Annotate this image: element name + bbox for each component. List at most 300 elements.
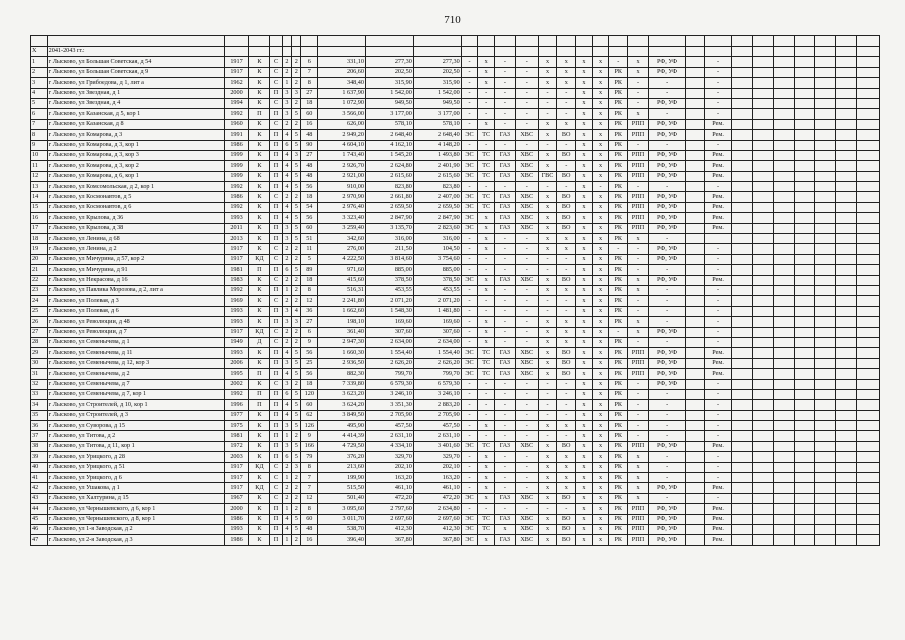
address-cell: г Лысково, ул Ленина, д 68 (47, 234, 224, 244)
table-cell: 2 (292, 493, 301, 503)
table-cell (794, 493, 815, 503)
table-cell: - (648, 452, 685, 462)
table-cell: 23 (31, 285, 48, 295)
table-cell: - (538, 389, 557, 399)
table-cell (856, 244, 879, 254)
table-cell (815, 306, 836, 316)
table-cell (686, 379, 705, 389)
table-cell: 329,70 (413, 452, 461, 462)
table-cell (773, 88, 794, 98)
table-cell: - (557, 400, 576, 410)
table-cell (686, 358, 705, 368)
table-cell (856, 285, 879, 295)
table-cell: ЭС (461, 130, 478, 140)
table-cell: 3 135,70 (365, 223, 413, 233)
table-cell: - (515, 327, 538, 337)
table-cell: 5 (292, 369, 301, 379)
table-cell (836, 400, 857, 410)
address-cell: г Лысково, ул Титова, д 2 (47, 431, 224, 441)
table-row (31, 483, 880, 493)
table-cell (815, 441, 836, 451)
table-cell: 2 626,20 (365, 358, 413, 368)
table-cell (794, 535, 815, 545)
table-cell (856, 296, 879, 306)
table-cell: - (557, 504, 576, 514)
table-cell: 376,20 (318, 452, 366, 462)
table-cell: 21 (31, 265, 48, 275)
table-cell (732, 504, 753, 514)
table-cell (773, 119, 794, 129)
table-cell (752, 452, 773, 462)
table-cell: х (478, 327, 495, 337)
table-cell: х (592, 535, 609, 545)
table-cell: РК (609, 98, 628, 108)
table-cell (686, 119, 705, 129)
section-cell (732, 47, 753, 57)
table-cell (836, 223, 857, 233)
header-cell (609, 36, 628, 47)
table-cell: - (628, 400, 649, 410)
table-cell: К (249, 78, 270, 88)
table-body (31, 36, 880, 546)
table-cell: 367,80 (413, 535, 461, 545)
table-cell: 2 (282, 337, 291, 347)
table-cell: х (576, 254, 593, 264)
table-cell (836, 535, 857, 545)
table-cell: х (538, 223, 557, 233)
table-cell (856, 78, 879, 88)
table-cell: - (609, 57, 628, 67)
table-cell: К (249, 358, 270, 368)
table-cell: 2 401,90 (413, 161, 461, 171)
table-cell (836, 285, 857, 295)
table-cell (794, 275, 815, 285)
table-cell (752, 327, 773, 337)
table-cell (836, 306, 857, 316)
table-cell: - (648, 337, 685, 347)
table-cell: К (249, 140, 270, 150)
table-row (31, 369, 880, 379)
table-cell: - (461, 285, 478, 295)
table-cell (815, 88, 836, 98)
section-marker: Х (31, 47, 48, 57)
table-cell: 578,10 (365, 119, 413, 129)
table-cell: 3 (282, 317, 291, 327)
table-cell (773, 441, 794, 451)
table-cell: 3 351,30 (365, 400, 413, 410)
table-cell: - (515, 379, 538, 389)
table-cell: 2 (282, 67, 291, 77)
table-cell: х (576, 410, 593, 420)
table-cell: х (576, 182, 593, 192)
address-cell: г Лысково, ул 1-я Заводская, д 2 (47, 524, 224, 534)
table-cell: 461,10 (365, 483, 413, 493)
table-cell: 2 (292, 296, 301, 306)
table-cell: - (538, 98, 557, 108)
header-cell (270, 36, 282, 47)
table-cell: ГАЗ (494, 275, 515, 285)
table-cell: - (628, 78, 649, 88)
table-cell (686, 317, 705, 327)
table-cell (815, 410, 836, 420)
table-cell: х (576, 483, 593, 493)
table-cell: 1969 (224, 296, 249, 306)
table-cell: 6 (31, 109, 48, 119)
table-cell: - (515, 234, 538, 244)
table-cell: х (628, 327, 649, 337)
table-cell: 1917 (224, 57, 249, 67)
table-cell: РК (609, 192, 628, 202)
table-cell (773, 389, 794, 399)
table-cell: 202,50 (413, 67, 461, 77)
table-cell: 2 (282, 244, 291, 254)
table-cell (686, 452, 705, 462)
table-cell: К (249, 348, 270, 358)
table-cell: 3 (282, 306, 291, 316)
table-cell (773, 182, 794, 192)
table-cell: 4 (31, 88, 48, 98)
table-cell: 41 (31, 473, 48, 483)
table-cell: РК (609, 285, 628, 295)
table-cell: 501,40 (318, 493, 366, 503)
address-cell: г Лысково, ул Большая Советская, д 54 (47, 57, 224, 67)
table-cell (773, 275, 794, 285)
table-cell: 3 (292, 88, 301, 98)
table-cell (815, 317, 836, 327)
table-cell: 2 (292, 431, 301, 441)
table-cell: - (648, 410, 685, 420)
table-cell: ХВС (515, 348, 538, 358)
table-row (31, 254, 880, 264)
table-cell: х (538, 421, 557, 431)
table-cell: 2000 (224, 504, 249, 514)
table-cell: х (557, 473, 576, 483)
table-cell: - (494, 317, 515, 327)
table-cell: - (478, 254, 495, 264)
table-cell: - (538, 265, 557, 275)
table-cell (836, 493, 857, 503)
table-cell: 37 (31, 431, 48, 441)
table-cell: х (576, 462, 593, 472)
table-cell: х (478, 483, 495, 493)
table-cell: 56 (301, 182, 318, 192)
table-cell (815, 514, 836, 524)
table-cell (856, 389, 879, 399)
table-cell: 5 (301, 254, 318, 264)
table-row (31, 223, 880, 233)
table-cell: х (592, 150, 609, 160)
table-cell: ЭС (461, 348, 478, 358)
table-cell: 2 648,40 (413, 130, 461, 140)
table-cell: х (538, 473, 557, 483)
table-cell: Рем. (705, 202, 732, 212)
table-cell: 2 (292, 285, 301, 295)
table-cell (856, 57, 879, 67)
table-cell: 104,50 (413, 244, 461, 254)
table-cell: - (494, 234, 515, 244)
table-cell: РПП (628, 524, 649, 534)
table-cell: х (576, 223, 593, 233)
table-cell: 453,55 (413, 285, 461, 295)
table-cell: 2 (292, 327, 301, 337)
table-cell: 79 (301, 452, 318, 462)
table-cell: - (515, 285, 538, 295)
table-cell (686, 275, 705, 285)
table-cell: х (557, 452, 576, 462)
table-cell (752, 504, 773, 514)
table-cell (732, 483, 753, 493)
table-cell: 4 148,20 (413, 140, 461, 150)
table-cell: 8 (31, 130, 48, 140)
table-cell: 307,60 (365, 327, 413, 337)
header-cell (648, 36, 685, 47)
table-cell (732, 57, 753, 67)
table-cell: РФ, УФ (648, 348, 685, 358)
table-cell (815, 358, 836, 368)
table-cell: РПП (628, 161, 649, 171)
address-cell: г Лысково, ул 2-я Заводская, д 3 (47, 535, 224, 545)
table-cell: 2003 (224, 452, 249, 462)
table-cell: х (576, 140, 593, 150)
table-cell (752, 140, 773, 150)
table-cell: 415,60 (318, 275, 366, 285)
table-cell: х (576, 161, 593, 171)
table-cell: РК (609, 296, 628, 306)
table-cell (836, 358, 857, 368)
table-cell: - (494, 504, 515, 514)
table-cell (732, 171, 753, 181)
table-cell (773, 400, 794, 410)
table-cell: РК (609, 389, 628, 399)
table-cell: - (461, 254, 478, 264)
table-cell: - (461, 67, 478, 77)
table-cell: - (557, 306, 576, 316)
table-cell: - (628, 265, 649, 275)
table-cell: х (592, 462, 609, 472)
table-cell: 3 623,20 (318, 389, 366, 399)
table-cell: ТС (478, 130, 495, 140)
table-cell: 6 (282, 452, 291, 462)
table-cell (836, 379, 857, 389)
table-cell (794, 234, 815, 244)
table-cell: х (538, 57, 557, 67)
table-cell: 2 (282, 119, 291, 129)
table-row (31, 535, 880, 545)
table-cell: х (592, 140, 609, 150)
table-cell: К (249, 524, 270, 534)
table-cell: х (538, 535, 557, 545)
table-cell: 2 (292, 67, 301, 77)
table-cell (773, 161, 794, 171)
table-cell: РК (609, 182, 628, 192)
header-cell (576, 36, 593, 47)
table-cell: 7 (301, 473, 318, 483)
table-cell (773, 306, 794, 316)
table-cell: К (249, 202, 270, 212)
table-cell: 5 (292, 265, 301, 275)
table-cell: 2006 (224, 358, 249, 368)
table-cell: РК (609, 441, 628, 451)
table-cell (686, 462, 705, 472)
address-cell: г Лысково, ул Чернышевского, д 6, кор 1 (47, 504, 224, 514)
section-cell (557, 47, 576, 57)
table-cell (856, 473, 879, 483)
table-cell (856, 493, 879, 503)
table-cell: 1986 (224, 514, 249, 524)
table-cell (752, 317, 773, 327)
table-cell: 2 648,40 (365, 130, 413, 140)
table-cell: - (705, 389, 732, 399)
table-cell (732, 514, 753, 524)
table-cell (773, 317, 794, 327)
table-cell: 2 659,50 (413, 202, 461, 212)
table-cell: ХВС (515, 171, 538, 181)
table-cell: - (538, 400, 557, 410)
table-cell: 2 (282, 327, 291, 337)
table-cell: 5 (292, 202, 301, 212)
table-cell: РПП (628, 358, 649, 368)
table-cell: - (648, 88, 685, 98)
table-cell: - (494, 98, 515, 108)
header-cell (461, 36, 478, 47)
table-cell: К (249, 234, 270, 244)
table-cell: 1 493,80 (413, 150, 461, 160)
table-cell: ХВС (515, 524, 538, 534)
table-cell (856, 337, 879, 347)
table-cell: 2 (292, 57, 301, 67)
table-cell: 5 (292, 182, 301, 192)
table-cell: 1962 (224, 78, 249, 88)
table-cell: - (515, 410, 538, 420)
table-cell: х (538, 483, 557, 493)
table-cell (732, 358, 753, 368)
table-cell (752, 337, 773, 347)
table-cell: ХВС (515, 130, 538, 140)
table-cell: х (478, 337, 495, 347)
table-cell: - (648, 285, 685, 295)
table-cell: 2 626,20 (413, 358, 461, 368)
table-row (31, 150, 880, 160)
table-cell: 2 631,10 (413, 431, 461, 441)
table-row (31, 161, 880, 171)
table-cell: 2 847,90 (413, 213, 461, 223)
table-cell (773, 192, 794, 202)
table-cell (732, 431, 753, 441)
table-cell: 3 (282, 379, 291, 389)
table-cell: РФ, УФ (648, 98, 685, 108)
table-cell: - (628, 306, 649, 316)
table-cell (856, 182, 879, 192)
table-cell: 3 (292, 317, 301, 327)
table-cell: РК (609, 483, 628, 493)
table-cell: х (592, 88, 609, 98)
table-cell (856, 161, 879, 171)
table-cell (794, 67, 815, 77)
table-cell: 2000 (224, 88, 249, 98)
table-cell (732, 379, 753, 389)
table-cell: 163,20 (365, 473, 413, 483)
table-cell: РФ, УФ (648, 504, 685, 514)
table-cell (815, 57, 836, 67)
table-cell: 60 (301, 514, 318, 524)
table-cell: 1 743,40 (318, 150, 366, 160)
table-cell (732, 98, 753, 108)
table-cell (794, 130, 815, 140)
table-cell: - (515, 57, 538, 67)
table-cell: х (557, 317, 576, 327)
table-cell: ХВС (515, 493, 538, 503)
table-cell (752, 67, 773, 77)
table-cell: 1981 (224, 265, 249, 275)
table-cell (794, 462, 815, 472)
table-cell: - (705, 140, 732, 150)
table-cell: 1993 (224, 348, 249, 358)
table-cell: 166 (301, 441, 318, 451)
table-cell (752, 369, 773, 379)
table-cell: 6 (282, 140, 291, 150)
table-cell: 4 (282, 202, 291, 212)
table-cell (794, 410, 815, 420)
table-cell (856, 431, 879, 441)
table-cell (836, 421, 857, 431)
table-cell: 39 (31, 452, 48, 462)
table-cell (794, 265, 815, 275)
table-cell (773, 57, 794, 67)
table-cell: П (270, 234, 282, 244)
address-cell: г Лысково, ул Космонавтов, д 6 (47, 202, 224, 212)
table-cell: - (515, 244, 538, 254)
table-cell: П (270, 265, 282, 275)
table-cell: х (576, 150, 593, 160)
table-cell: - (461, 265, 478, 275)
table-cell: - (494, 265, 515, 275)
table-cell: РФ, УФ (648, 67, 685, 77)
table-cell: х (538, 514, 557, 524)
table-cell: К (249, 296, 270, 306)
table-cell: РК (609, 358, 628, 368)
table-cell: - (705, 67, 732, 77)
table-cell: РПП (628, 514, 649, 524)
table-cell (794, 296, 815, 306)
table-cell: х (576, 285, 593, 295)
table-cell (836, 234, 857, 244)
table-cell: РК (609, 254, 628, 264)
table-cell (836, 98, 857, 108)
table-cell: х (538, 119, 557, 129)
address-cell: г Лысково, ул Чернышевского, д 8, кор 1 (47, 514, 224, 524)
table-cell (773, 78, 794, 88)
table-cell: - (648, 400, 685, 410)
address-cell: г Лысково, ул Мичурина, д 91 (47, 265, 224, 275)
table-cell: ВО (557, 192, 576, 202)
table-cell: Рем. (705, 275, 732, 285)
table-cell: - (494, 421, 515, 431)
table-cell: Рем. (705, 150, 732, 160)
table-cell: - (494, 306, 515, 316)
table-cell: - (557, 254, 576, 264)
table-cell: - (557, 140, 576, 150)
table-cell: 3 095,60 (318, 504, 366, 514)
table-cell: х (592, 483, 609, 493)
table-cell (815, 275, 836, 285)
table-cell: 4 (282, 161, 291, 171)
table-cell (856, 192, 879, 202)
table-cell: ХВС (515, 275, 538, 285)
table-row (31, 78, 880, 88)
table-cell: П (270, 109, 282, 119)
table-cell: х (478, 213, 495, 223)
table-cell: - (461, 379, 478, 389)
